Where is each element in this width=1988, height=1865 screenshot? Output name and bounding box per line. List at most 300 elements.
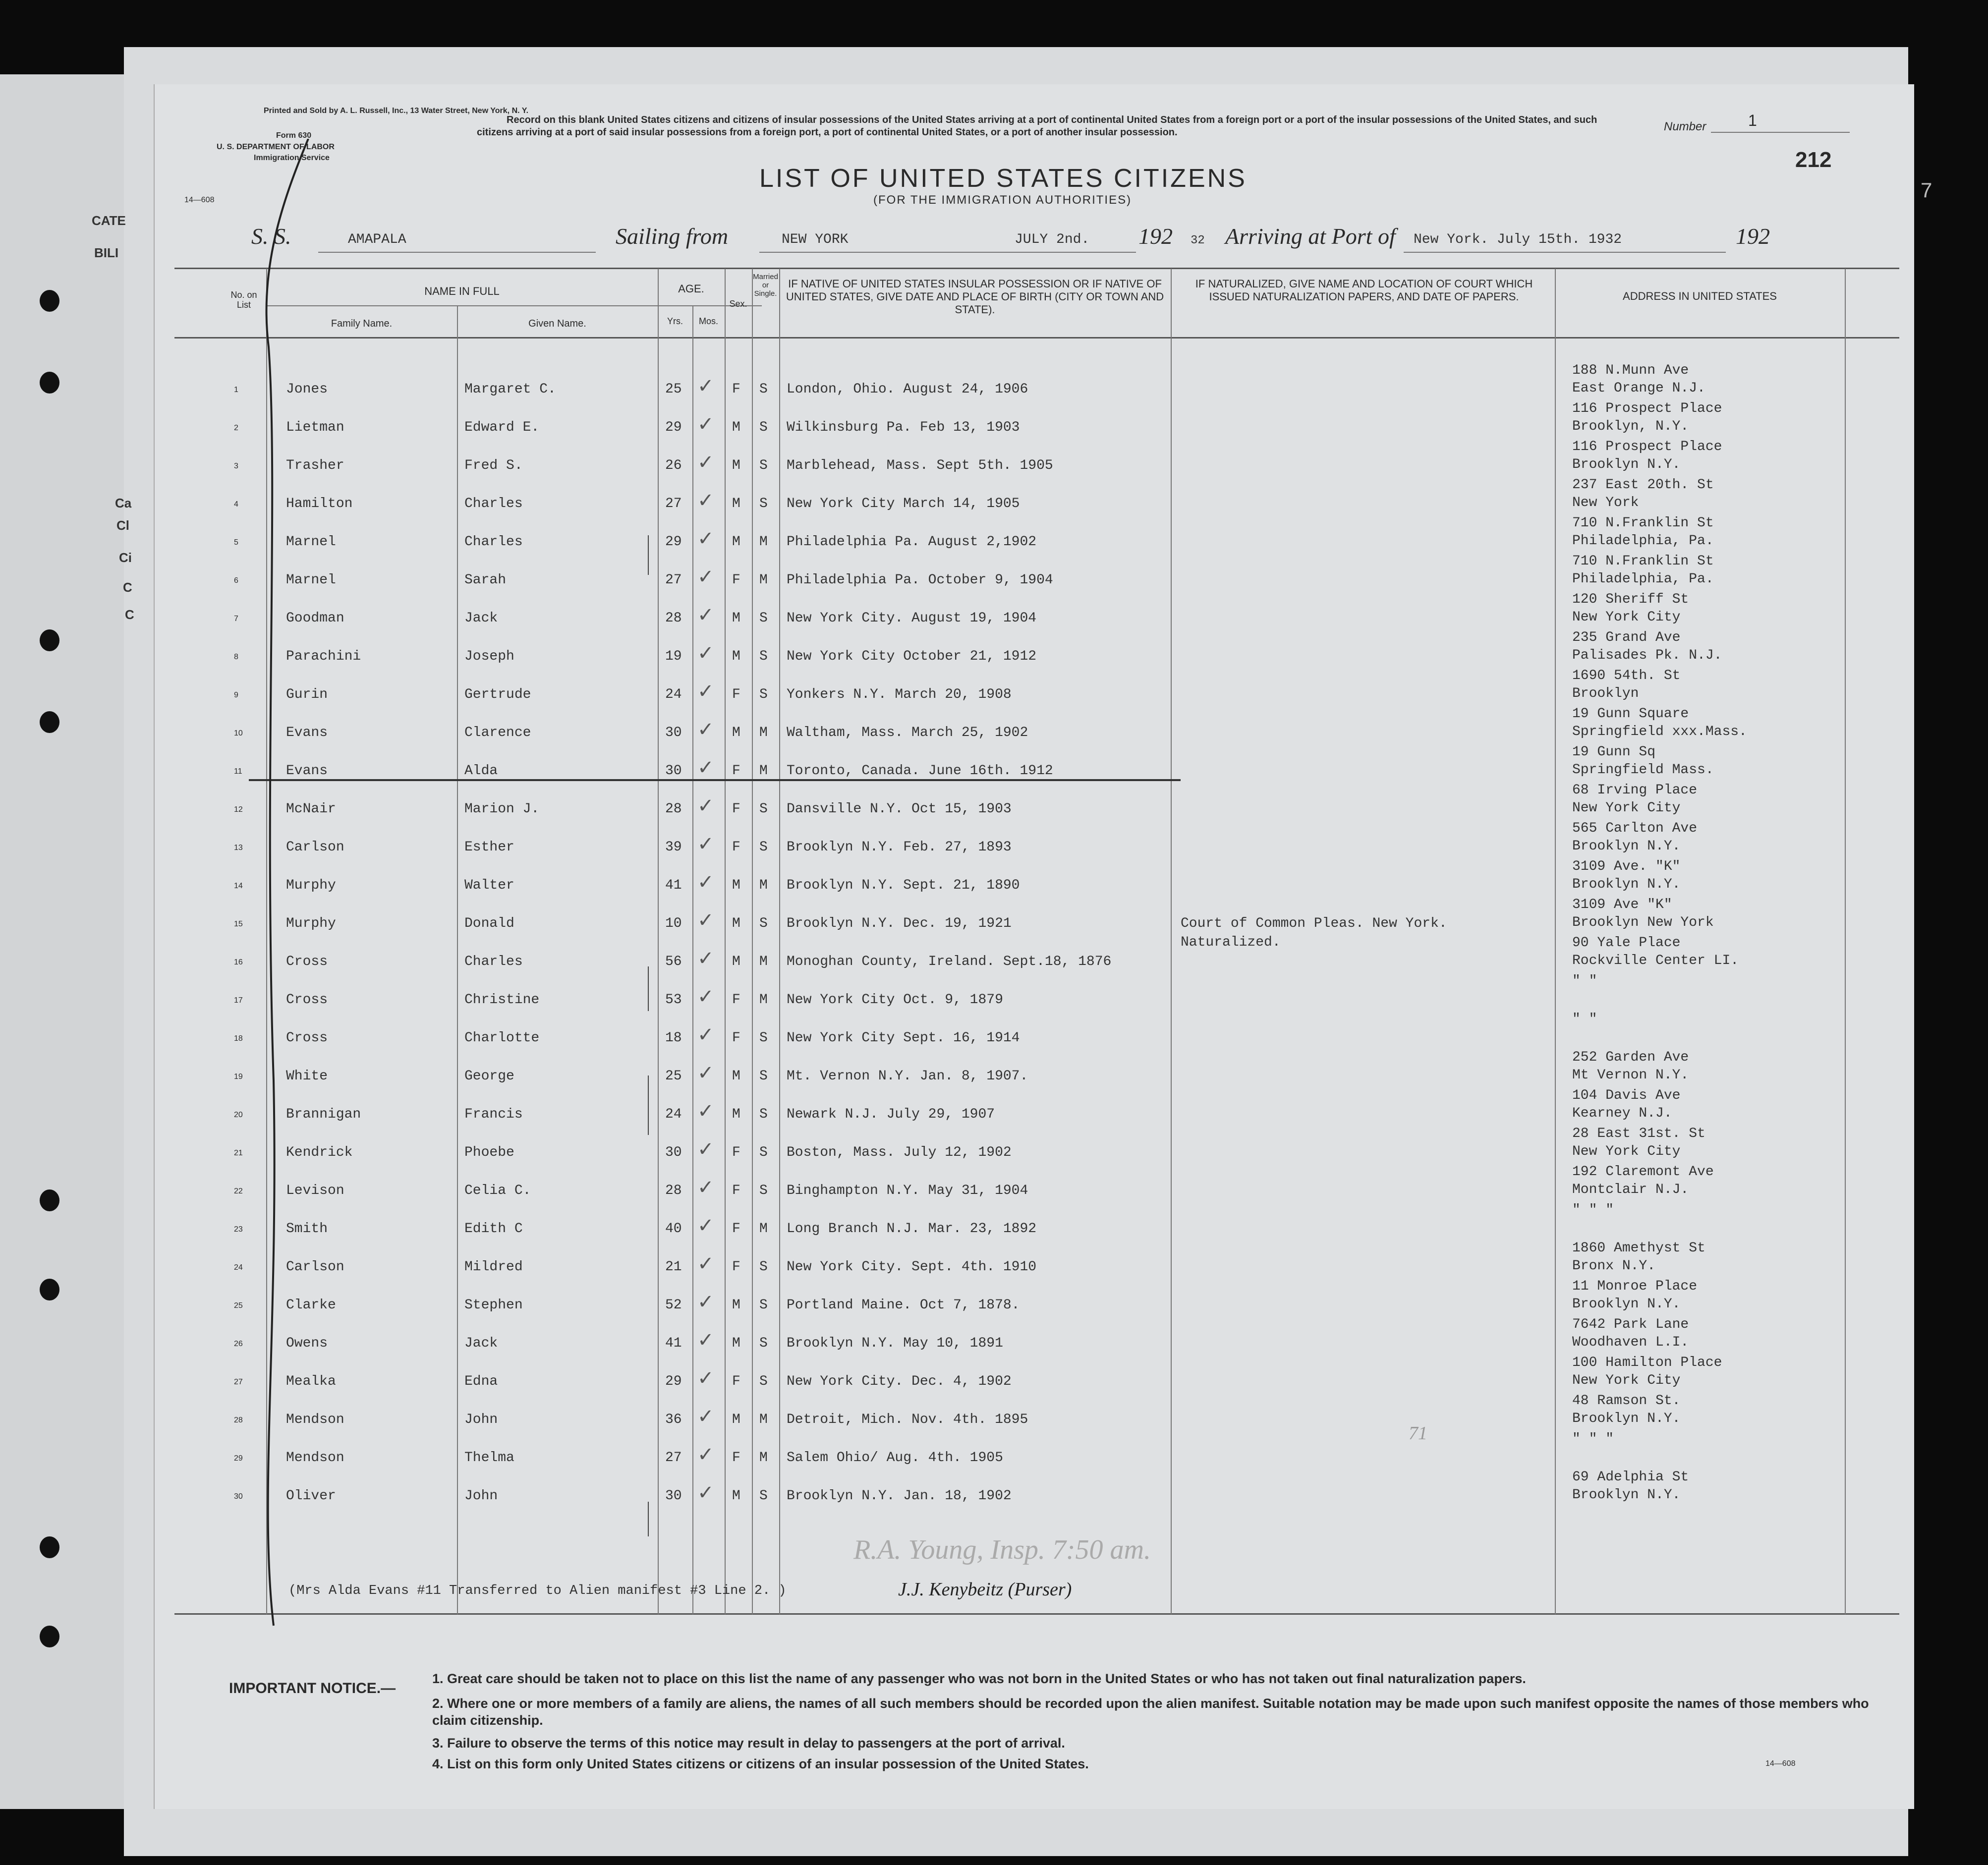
age-years: 30 bbox=[665, 763, 682, 779]
marital-status: S bbox=[759, 1107, 768, 1122]
given-name: Marion J. bbox=[464, 801, 540, 817]
address-line-2: New York City bbox=[1572, 1373, 1681, 1388]
address-line-2: Philadelphia, Pa. bbox=[1572, 533, 1714, 549]
col-header-family: Family Name. bbox=[331, 318, 393, 329]
birth-place-date: Waltham, Mass. March 25, 1902 bbox=[787, 725, 1028, 740]
age-years: 24 bbox=[665, 1107, 682, 1122]
checkmark-icon: ✓ bbox=[697, 1215, 714, 1237]
age-years: 41 bbox=[665, 878, 682, 893]
age-years: 30 bbox=[665, 1145, 682, 1160]
checkmark-icon: ✓ bbox=[697, 680, 714, 702]
marital-status: S bbox=[759, 1374, 768, 1389]
birth-place-date: Detroit, Mich. Nov. 4th. 1895 bbox=[787, 1412, 1028, 1427]
ship-name: AMAPALA bbox=[348, 232, 406, 247]
sex: M bbox=[732, 534, 740, 550]
year-suffix: 192 bbox=[1736, 224, 1770, 249]
age-years: 28 bbox=[665, 611, 682, 626]
address-line-2: New York bbox=[1572, 495, 1639, 510]
family-name: Levison bbox=[286, 1183, 344, 1198]
birth-place-date: Philadelphia Pa. October 9, 1904 bbox=[787, 572, 1053, 588]
family-name: Marnel bbox=[286, 572, 336, 588]
family-name: Jones bbox=[286, 382, 328, 397]
col-header-birth: IF NATIVE OF UNITED STATES INSULAR POSSESSION OR IF NATIVE OF UNITED STATES, GIVE DATE AND PLACE OF BIRTH (CITY OR TOWN AND STATE). bbox=[786, 278, 1164, 316]
stub-text: CATE bbox=[92, 213, 126, 228]
sex: M bbox=[732, 878, 740, 893]
purser-signature: J.J. Kenybeitz (Purser) bbox=[898, 1579, 1072, 1600]
marital-status: S bbox=[759, 687, 768, 702]
given-name: Esther bbox=[464, 840, 514, 855]
age-years: 52 bbox=[665, 1298, 682, 1313]
given-name: John bbox=[464, 1488, 498, 1504]
bracket-mark bbox=[648, 1075, 649, 1135]
birth-place-date: Binghampton N.Y. May 31, 1904 bbox=[787, 1183, 1028, 1198]
sex: M bbox=[732, 1412, 740, 1427]
sex: M bbox=[732, 1298, 740, 1313]
family-name: Mendson bbox=[286, 1412, 344, 1427]
col-rule bbox=[1171, 269, 1172, 1614]
row-number: 24 bbox=[234, 1263, 243, 1272]
col-header-married: Married or Single. bbox=[753, 273, 778, 298]
birth-place-date: London, Ohio. August 24, 1906 bbox=[787, 382, 1028, 397]
address-line-2: New York City bbox=[1572, 610, 1681, 625]
marital-status: S bbox=[759, 1069, 768, 1084]
checkmark-icon: ✓ bbox=[697, 909, 714, 931]
sex: M bbox=[732, 1336, 740, 1351]
row-number: 11 bbox=[234, 767, 242, 776]
address-line-1: 19 Gunn Sq bbox=[1572, 744, 1656, 760]
address-line-2: Brooklyn New York bbox=[1572, 915, 1714, 930]
header-bottom-rule bbox=[174, 337, 1899, 339]
address-line-1: 710 N.Franklin St bbox=[1572, 554, 1714, 569]
year-prefix: 192 bbox=[1138, 224, 1173, 249]
given-name: Francis bbox=[464, 1107, 523, 1122]
age-years: 30 bbox=[665, 725, 682, 740]
marital-status: S bbox=[759, 1030, 768, 1046]
binder-hole bbox=[40, 1626, 59, 1647]
family-name: Kendrick bbox=[286, 1145, 353, 1160]
col-header-yrs: Yrs. bbox=[667, 316, 683, 326]
given-name: Christine bbox=[464, 992, 540, 1008]
address-line-1: " " " bbox=[1572, 1431, 1614, 1447]
marital-status: M bbox=[759, 725, 768, 740]
address-line-2: Brooklyn N.Y. bbox=[1572, 839, 1681, 854]
family-name: Murphy bbox=[286, 878, 336, 893]
sex: F bbox=[732, 1030, 740, 1046]
birth-place-date: Brooklyn N.Y. May 10, 1891 bbox=[787, 1336, 1003, 1351]
birth-place-date: Dansville N.Y. Oct 15, 1903 bbox=[787, 801, 1012, 817]
age-years: 29 bbox=[665, 534, 682, 550]
given-name: Charles bbox=[464, 496, 523, 511]
address-line-2: New York City bbox=[1572, 800, 1681, 816]
family-name: Oliver bbox=[286, 1488, 336, 1504]
family-name: Cross bbox=[286, 992, 328, 1008]
service: Immigration Service bbox=[254, 154, 330, 162]
family-name: Cross bbox=[286, 1030, 328, 1046]
address-line-1: 252 Garden Ave bbox=[1572, 1050, 1689, 1065]
address-line-2: Philadelphia, Pa. bbox=[1572, 571, 1714, 587]
inspector-signature: R.A. Young, Insp. 7:50 am. bbox=[853, 1534, 1151, 1565]
marital-status: M bbox=[759, 1412, 768, 1427]
birth-place-date: New York City. Dec. 4, 1902 bbox=[787, 1374, 1012, 1389]
checkmark-icon: ✓ bbox=[697, 566, 714, 588]
age-years: 26 bbox=[665, 458, 682, 473]
stub-text: C bbox=[123, 580, 132, 595]
row-number: 23 bbox=[234, 1225, 243, 1234]
marital-status: M bbox=[759, 763, 768, 779]
address-line-2: Rockville Center LI. bbox=[1572, 953, 1739, 968]
binder-hole bbox=[40, 372, 59, 394]
address-line-1: 116 Prospect Place bbox=[1572, 439, 1722, 454]
address-line-1: 68 Irving Place bbox=[1572, 783, 1698, 798]
row-number: 5 bbox=[234, 538, 238, 547]
address-line-2: Brooklyn N.Y. bbox=[1572, 1411, 1681, 1426]
family-name: Lietman bbox=[286, 420, 344, 435]
birth-place-date: Boston, Mass. July 12, 1902 bbox=[787, 1145, 1012, 1160]
sex: M bbox=[732, 916, 740, 931]
family-name: Evans bbox=[286, 763, 328, 779]
address-line-1: " " bbox=[1572, 1012, 1597, 1027]
checkmark-icon: ✓ bbox=[697, 642, 714, 664]
checkmark-icon: ✓ bbox=[697, 1291, 714, 1313]
binder-hole bbox=[40, 1536, 59, 1558]
stub-text: Ca bbox=[115, 496, 132, 510]
family-name: Parachini bbox=[286, 649, 361, 664]
ss-label: S. S. bbox=[251, 224, 291, 249]
checkmark-icon: ✓ bbox=[697, 719, 714, 740]
birth-place-date: Toronto, Canada. June 16th. 1912 bbox=[787, 763, 1053, 779]
given-name: Mildred bbox=[464, 1259, 523, 1275]
col-rule bbox=[779, 269, 780, 1614]
binder-hole bbox=[40, 629, 59, 651]
stub-text: Ci bbox=[119, 550, 132, 565]
col-header-age: AGE. bbox=[678, 283, 704, 295]
row-number: 6 bbox=[234, 576, 238, 585]
notice-code: 14—608 bbox=[1765, 1759, 1796, 1768]
sex: F bbox=[732, 1221, 740, 1237]
binder-hole bbox=[40, 1189, 59, 1211]
sailing-label: Sailing from bbox=[616, 224, 729, 249]
given-name: Phoebe bbox=[464, 1145, 514, 1160]
sailing-from: NEW YORK bbox=[782, 232, 849, 247]
age-years: 29 bbox=[665, 1374, 682, 1389]
family-name: Smith bbox=[286, 1221, 328, 1237]
sex: F bbox=[732, 763, 740, 779]
checkmark-icon: ✓ bbox=[697, 1138, 714, 1160]
checkmark-icon: ✓ bbox=[697, 1482, 714, 1504]
row-number: 7 bbox=[234, 615, 238, 623]
given-name: Walter bbox=[464, 878, 514, 893]
given-name: John bbox=[464, 1412, 498, 1427]
marital-status: S bbox=[759, 840, 768, 855]
address-line-1: 116 Prospect Place bbox=[1572, 401, 1722, 416]
birth-place-date: Brooklyn N.Y. Sept. 21, 1890 bbox=[787, 878, 1020, 893]
col-rule bbox=[1555, 269, 1556, 1614]
row-number: 8 bbox=[234, 653, 238, 661]
address-line-1: 192 Claremont Ave bbox=[1572, 1164, 1714, 1180]
checkmark-icon: ✓ bbox=[697, 986, 714, 1008]
age-years: 27 bbox=[665, 572, 682, 588]
row-number: 15 bbox=[234, 920, 243, 928]
sex: F bbox=[732, 1259, 740, 1275]
sex: F bbox=[732, 1450, 740, 1466]
row-number: 13 bbox=[234, 844, 243, 852]
address-line-2: Woodhaven L.I. bbox=[1572, 1335, 1689, 1350]
checkmark-icon: ✓ bbox=[697, 452, 714, 473]
address-line-1: 237 East 20th. St bbox=[1572, 477, 1714, 493]
row-number: 2 bbox=[234, 424, 238, 432]
checkmark-icon: ✓ bbox=[697, 1329, 714, 1351]
row-number: 14 bbox=[234, 882, 243, 890]
address-line-1: 104 Davis Ave bbox=[1572, 1088, 1681, 1103]
row-11-strike bbox=[249, 779, 1181, 781]
sex: M bbox=[732, 496, 740, 511]
given-name: Margaret C. bbox=[464, 382, 556, 397]
col-header-name: NAME IN FULL bbox=[424, 285, 500, 297]
edge-mark: 7 bbox=[1921, 178, 1932, 202]
address-line-1: 3109 Ave. "K" bbox=[1572, 859, 1681, 874]
marital-status: M bbox=[759, 1221, 768, 1237]
address-line-1: 11 Monroe Place bbox=[1572, 1279, 1698, 1294]
address-line-1: 188 N.Munn Ave bbox=[1572, 363, 1689, 378]
given-name: Thelma bbox=[464, 1450, 514, 1466]
address-line-1: " " " bbox=[1572, 1202, 1614, 1218]
row-number: 10 bbox=[234, 729, 243, 737]
year-fix: 32 bbox=[1191, 234, 1205, 247]
naturalization: Court of Common Pleas. New York. Naturalized. bbox=[1181, 916, 1447, 950]
address-line-2: Palisades Pk. N.J. bbox=[1572, 648, 1722, 663]
sailing-date: JULY 2nd. bbox=[1015, 232, 1090, 247]
birth-place-date: New York City Sept. 16, 1914 bbox=[787, 1030, 1020, 1046]
department: U. S. DEPARTMENT OF LABOR bbox=[217, 143, 335, 151]
checkmark-icon: ✓ bbox=[697, 490, 714, 511]
col-header-mos: Mos. bbox=[698, 316, 718, 326]
marital-status: S bbox=[759, 1259, 768, 1275]
number-value: 1 bbox=[1748, 112, 1757, 129]
address-line-2: Brooklyn N.Y. bbox=[1572, 1487, 1681, 1503]
sex: F bbox=[732, 801, 740, 817]
birth-place-date: Newark N.J. July 29, 1907 bbox=[787, 1107, 995, 1122]
marital-status: M bbox=[759, 534, 768, 550]
address-line-2: Mt Vernon N.Y. bbox=[1572, 1068, 1689, 1083]
page-subtitle: (FOR THE IMMIGRATION AUTHORITIES) bbox=[873, 193, 1132, 207]
age-years: 25 bbox=[665, 1069, 682, 1084]
notice-item-3: 3. Failure to observe the terms of this notice may result in delay to passengers at the port of arrival. bbox=[432, 1736, 1065, 1751]
address-line-2: Brooklyn N.Y. bbox=[1572, 877, 1681, 892]
birth-place-date: Marblehead, Mass. Sept 5th. 1905 bbox=[787, 458, 1053, 473]
sex: F bbox=[732, 1145, 740, 1160]
name-subheader-rule bbox=[266, 305, 762, 306]
sex: M bbox=[732, 458, 740, 473]
address-line-1: 565 Carlton Ave bbox=[1572, 821, 1698, 836]
birth-place-date: New York City. Sept. 4th. 1910 bbox=[787, 1259, 1037, 1275]
address-line-1: 3109 Ave "K" bbox=[1572, 897, 1672, 912]
row-number: 25 bbox=[234, 1301, 243, 1310]
family-name: Gurin bbox=[286, 687, 328, 702]
marital-status: S bbox=[759, 611, 768, 626]
sex: F bbox=[732, 840, 740, 855]
row-number: 16 bbox=[234, 958, 243, 966]
age-years: 41 bbox=[665, 1336, 682, 1351]
family-name: Carlson bbox=[286, 840, 344, 855]
age-years: 40 bbox=[665, 1221, 682, 1237]
stub-text: Cl bbox=[116, 518, 129, 533]
marital-status: M bbox=[759, 572, 768, 588]
marital-status: S bbox=[759, 458, 768, 473]
given-name: George bbox=[464, 1069, 514, 1084]
sex: M bbox=[732, 1069, 740, 1084]
birth-place-date: Mt. Vernon N.Y. Jan. 8, 1907. bbox=[787, 1069, 1028, 1084]
footnote: (Mrs Alda Evans #11 Transferred to Alien manifest #3 Line 2. ) bbox=[288, 1583, 787, 1598]
address-line-2: Brooklyn N.Y. bbox=[1572, 457, 1681, 472]
given-name: Clarence bbox=[464, 725, 531, 740]
address-line-1: 1860 Amethyst St bbox=[1572, 1241, 1705, 1256]
birth-place-date: Brooklyn N.Y. Jan. 18, 1902 bbox=[787, 1488, 1012, 1504]
age-years: 39 bbox=[665, 840, 682, 855]
birth-place-date: Wilkinsburg Pa. Feb 13, 1903 bbox=[787, 420, 1020, 435]
address-line-1: " " bbox=[1572, 973, 1597, 989]
given-name: Edna bbox=[464, 1374, 498, 1389]
family-name: Mendson bbox=[286, 1450, 344, 1466]
row-number: 12 bbox=[234, 805, 243, 814]
col-header-address: ADDRESS IN UNITED STATES bbox=[1623, 290, 1777, 302]
address-line-2: Brooklyn bbox=[1572, 686, 1639, 701]
form-code: 14—608 bbox=[184, 196, 215, 204]
row-number: 26 bbox=[234, 1340, 243, 1348]
notice-label: IMPORTANT NOTICE.— bbox=[229, 1680, 396, 1696]
instructions: Record on this blank United States citizens and citizens of insular possessions of the United States arriving at a port of continental United States from a foreign port or a port of the insular possessions of the United States, and such citizens arriving at a port of said insular possessions from a foreign port, a port of continental United States, or a port of another insular possession. bbox=[477, 114, 1597, 138]
checkmark-icon: ✓ bbox=[697, 1100, 714, 1122]
address-line-1: 235 Grand Ave bbox=[1572, 630, 1681, 645]
family-name: Carlson bbox=[286, 1259, 344, 1275]
birth-place-date: New York City. August 19, 1904 bbox=[787, 611, 1037, 626]
binder-hole bbox=[40, 1279, 59, 1300]
checkmark-icon: ✓ bbox=[697, 1177, 714, 1198]
age-years: 25 bbox=[665, 382, 682, 397]
row-number: 4 bbox=[234, 500, 238, 509]
notice-item-2: 2. Where one or more members of a family are aliens, the names of all such members should be recorded upon the alien manifest. Suitable notation may be made upon such manifest opposite the names of those members who claim citizenship. bbox=[432, 1696, 1869, 1728]
page-title: LIST OF UNITED STATES CITIZENS bbox=[759, 164, 1247, 193]
given-name: Sarah bbox=[464, 572, 507, 588]
sailing-underline bbox=[759, 252, 1136, 253]
checkmark-icon: ✓ bbox=[697, 604, 714, 626]
age-years: 27 bbox=[665, 496, 682, 511]
row-number: 28 bbox=[234, 1416, 243, 1424]
family-name: White bbox=[286, 1069, 328, 1084]
address-line-2: New York City bbox=[1572, 1144, 1681, 1159]
address-line-1: 1690 54th. St bbox=[1572, 668, 1681, 683]
checkmark-icon: ✓ bbox=[697, 528, 714, 550]
marital-status: M bbox=[759, 992, 768, 1008]
family-name: Clarke bbox=[286, 1298, 336, 1313]
page-number: 212 bbox=[1795, 148, 1832, 172]
address-line-1: 90 Yale Place bbox=[1572, 935, 1681, 951]
arriving-label: Arriving at Port of bbox=[1225, 224, 1396, 249]
age-years: 18 bbox=[665, 1030, 682, 1046]
sex: M bbox=[732, 725, 740, 740]
age-years: 53 bbox=[665, 992, 682, 1008]
table-top-rule bbox=[174, 268, 1899, 269]
age-years: 56 bbox=[665, 954, 682, 969]
checkmark-icon: ✓ bbox=[697, 795, 714, 817]
birth-place-date: Yonkers N.Y. March 20, 1908 bbox=[787, 687, 1012, 702]
ink-stroke bbox=[229, 139, 328, 1636]
col-header-sex: Sex. bbox=[729, 299, 747, 309]
number-underline bbox=[1711, 132, 1850, 133]
sex: F bbox=[732, 992, 740, 1008]
birth-place-date: Long Branch N.J. Mar. 23, 1892 bbox=[787, 1221, 1037, 1237]
marital-status: S bbox=[759, 649, 768, 664]
marital-status: S bbox=[759, 496, 768, 511]
row-number: 19 bbox=[234, 1073, 243, 1081]
sex: M bbox=[732, 649, 740, 664]
row-number: 20 bbox=[234, 1111, 243, 1119]
marital-status: S bbox=[759, 1488, 768, 1504]
marital-status: S bbox=[759, 801, 768, 817]
marital-status: S bbox=[759, 420, 768, 435]
checkmark-icon: ✓ bbox=[697, 871, 714, 893]
marital-status: S bbox=[759, 1336, 768, 1351]
address-line-1: 710 N.Franklin St bbox=[1572, 515, 1714, 531]
family-name: Trasher bbox=[286, 458, 344, 473]
row-number: 27 bbox=[234, 1378, 243, 1386]
birth-place-date: Brooklyn N.Y. Feb. 27, 1893 bbox=[787, 840, 1012, 855]
given-name: Stephen bbox=[464, 1298, 523, 1313]
address-line-1: 28 East 31st. St bbox=[1572, 1126, 1705, 1141]
birth-place-date: Brooklyn N.Y. Dec. 19, 1921 bbox=[787, 916, 1012, 931]
binder-hole bbox=[40, 290, 59, 312]
age-years: 29 bbox=[665, 420, 682, 435]
birth-place-date: New York City Oct. 9, 1879 bbox=[787, 992, 1003, 1008]
family-name: Brannigan bbox=[286, 1107, 361, 1122]
family-name: Marnel bbox=[286, 534, 336, 550]
family-name: Cross bbox=[286, 954, 328, 969]
birth-place-date: Portland Maine. Oct 7, 1878. bbox=[787, 1298, 1020, 1313]
checkmark-icon: ✓ bbox=[697, 1444, 714, 1466]
marital-status: S bbox=[759, 382, 768, 397]
col-header-no: No. on List bbox=[230, 290, 257, 310]
age-years: 24 bbox=[665, 687, 682, 702]
arriving-underline bbox=[1404, 252, 1726, 253]
col-rule bbox=[658, 269, 659, 1614]
birth-place-date: Monoghan County, Ireland. Sept.18, 1876 bbox=[787, 954, 1112, 969]
stub-text: C bbox=[125, 607, 134, 622]
given-name: Joseph bbox=[464, 649, 514, 664]
family-name: Goodman bbox=[286, 611, 344, 626]
address-line-2: East Orange N.J. bbox=[1572, 381, 1705, 396]
col-header-given: Given Name. bbox=[528, 318, 586, 329]
given-name: Charles bbox=[464, 534, 523, 550]
birth-place-date: Philadelphia Pa. August 2,1902 bbox=[787, 534, 1037, 550]
sex: F bbox=[732, 1183, 740, 1198]
sex: M bbox=[732, 954, 740, 969]
given-name: Celia C. bbox=[464, 1183, 531, 1198]
family-name: Evans bbox=[286, 725, 328, 740]
family-name: Hamilton bbox=[286, 496, 353, 511]
row-number: 1 bbox=[234, 386, 238, 394]
row-number: 17 bbox=[234, 996, 243, 1005]
notice-item-4: 4. List on this form only United States citizens or citizens of an insular possession of the United States. bbox=[432, 1756, 1089, 1771]
sex: M bbox=[732, 1107, 740, 1122]
checkmark-icon: ✓ bbox=[697, 1406, 714, 1427]
given-name: Donald bbox=[464, 916, 514, 931]
bracket-mark bbox=[648, 966, 649, 1011]
row-number: 22 bbox=[234, 1187, 243, 1195]
row-number: 3 bbox=[234, 462, 238, 470]
age-years: 28 bbox=[665, 801, 682, 817]
marital-status: M bbox=[759, 1450, 768, 1466]
address-line-1: 19 Gunn Square bbox=[1572, 706, 1689, 722]
address-line-1: 69 Adelphia St bbox=[1572, 1469, 1689, 1485]
